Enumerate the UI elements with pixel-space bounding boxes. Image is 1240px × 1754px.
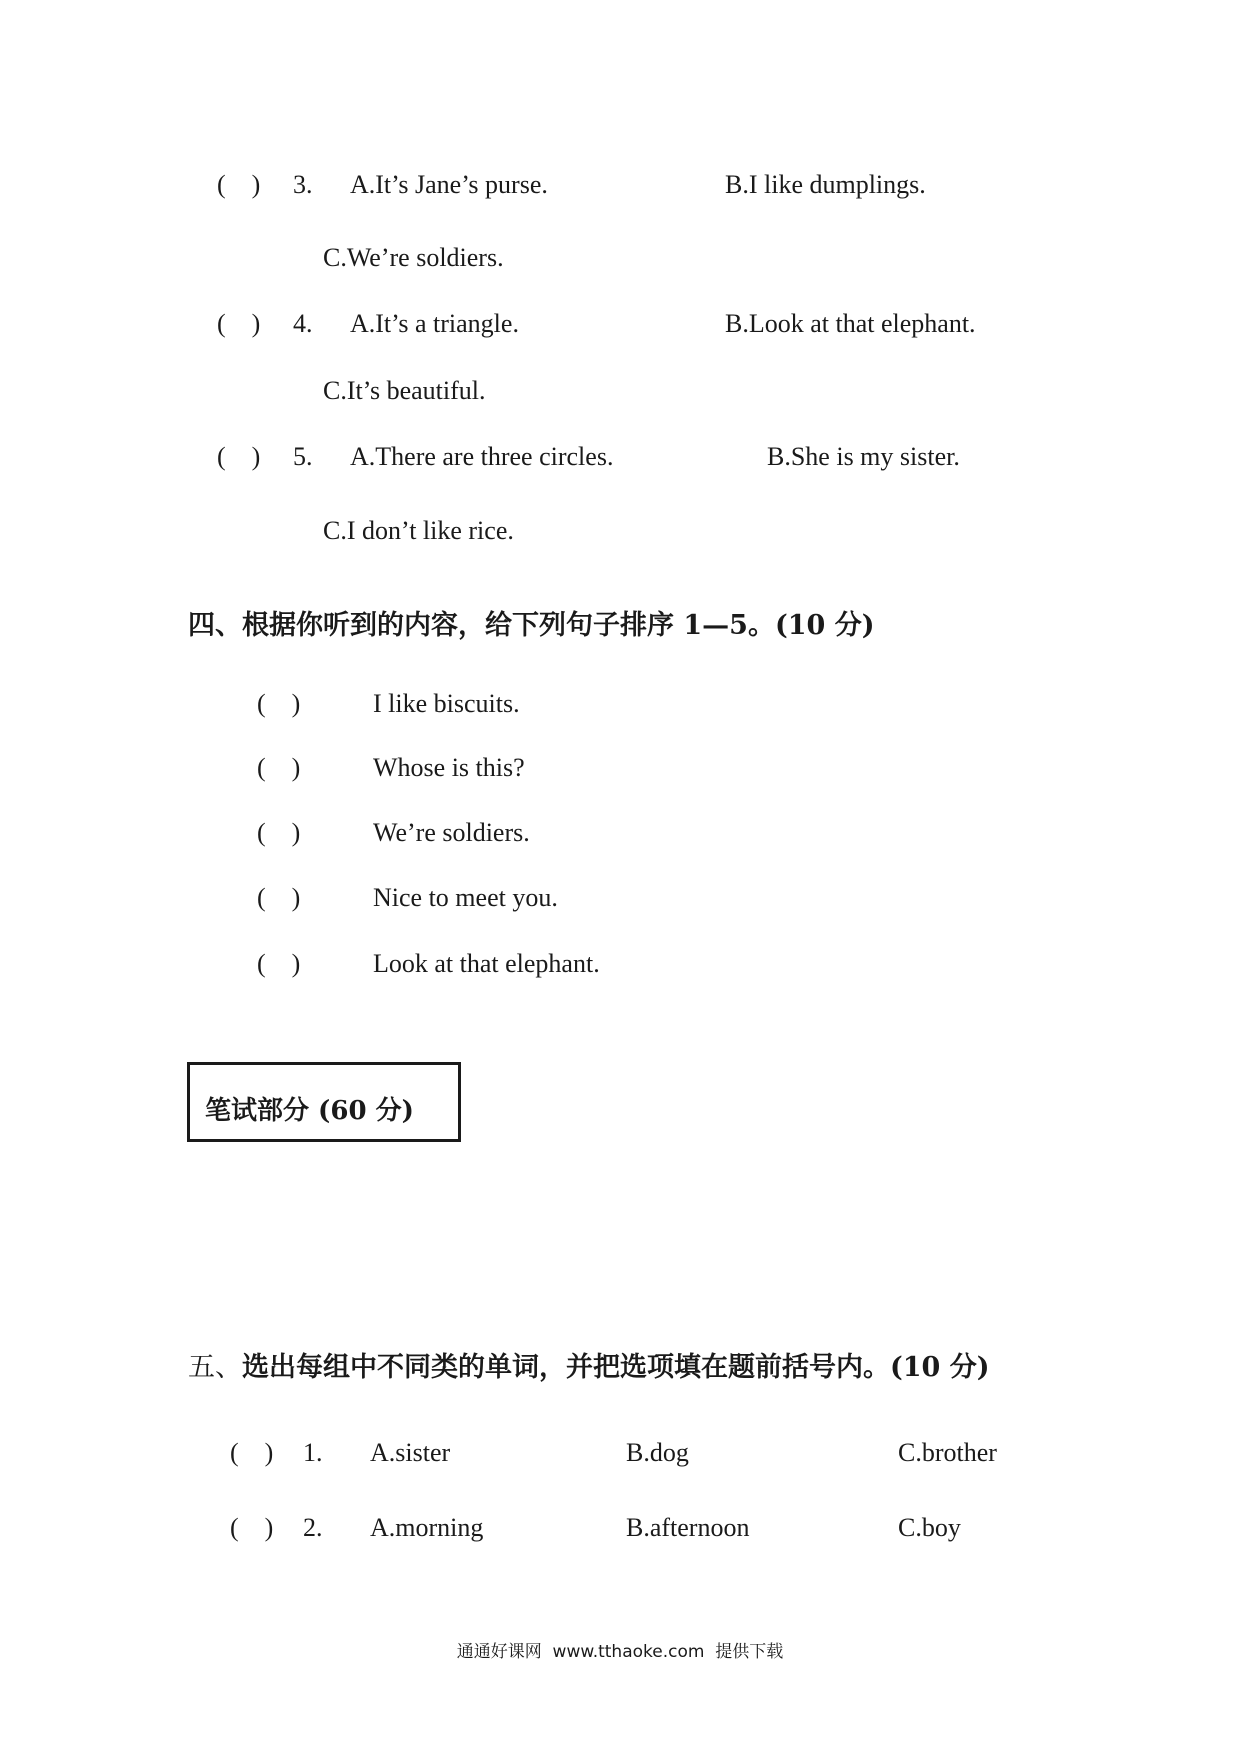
word-option-b: B.afternoon <box>626 1513 750 1542</box>
option-b: B.Look at that elephant. <box>725 309 976 338</box>
option-a: A.It’s Jane’s purse. <box>350 170 548 199</box>
answer-bracket[interactable]: ( ) <box>230 1513 274 1542</box>
word-option-a: A.sister <box>370 1438 451 1467</box>
section-5-title: 选出每组中不同类的单词，并把选项填在题前括号内。(10 分) <box>242 1352 990 1383</box>
answer-bracket[interactable]: ( ) <box>217 170 261 199</box>
question-number: 2. <box>303 1513 323 1542</box>
word-option-c: C.brother <box>898 1438 997 1467</box>
option-c: C.We’re soldiers. <box>323 243 504 272</box>
order-sentence: Whose is this? <box>373 753 525 782</box>
section-5-number: 五、 <box>188 1352 242 1383</box>
answer-bracket[interactable]: ( ) <box>217 309 261 338</box>
order-sentence: We’re soldiers. <box>373 818 530 847</box>
order-bracket[interactable]: ( ) <box>257 883 301 912</box>
section-4-title: 根据你听到的内容，给下列句子排序 1—5。(10 分) <box>242 610 875 641</box>
section-4-number: 四、 <box>188 610 242 641</box>
order-sentence: Nice to meet you. <box>373 883 558 912</box>
order-bracket[interactable]: ( ) <box>257 753 301 782</box>
option-a: A.It’s a triangle. <box>350 309 519 338</box>
order-bracket[interactable]: ( ) <box>257 949 301 978</box>
order-bracket[interactable]: ( ) <box>257 818 301 847</box>
option-b: B.She is my sister. <box>767 442 960 471</box>
order-bracket[interactable]: ( ) <box>257 689 301 718</box>
question-number: 3. <box>293 170 313 199</box>
option-a: A.There are three circles. <box>350 442 614 471</box>
question-number: 1. <box>303 1438 323 1467</box>
word-option-c: C.boy <box>898 1513 961 1542</box>
question-number: 4. <box>293 309 313 338</box>
section-4-heading <box>188 612 875 639</box>
option-c: C.I don’t like rice. <box>323 516 514 545</box>
written-part-label: 笔试部分 (60 分) <box>205 1096 414 1126</box>
answer-bracket[interactable]: ( ) <box>230 1438 274 1467</box>
section-5-heading <box>188 1354 990 1381</box>
option-c: C.It’s beautiful. <box>323 376 486 405</box>
word-option-a: A.morning <box>370 1513 484 1542</box>
footer-source: 通通好课网 www.tthaoke.com 提供下载 <box>456 1642 784 1662</box>
order-sentence: Look at that elephant. <box>373 949 600 978</box>
answer-bracket[interactable]: ( ) <box>217 442 261 471</box>
word-option-b: B.dog <box>626 1438 689 1467</box>
order-sentence: I like biscuits. <box>373 689 520 718</box>
option-b: B.I like dumplings. <box>725 170 926 199</box>
question-number: 5. <box>293 442 313 471</box>
written-part-box <box>187 1062 461 1142</box>
